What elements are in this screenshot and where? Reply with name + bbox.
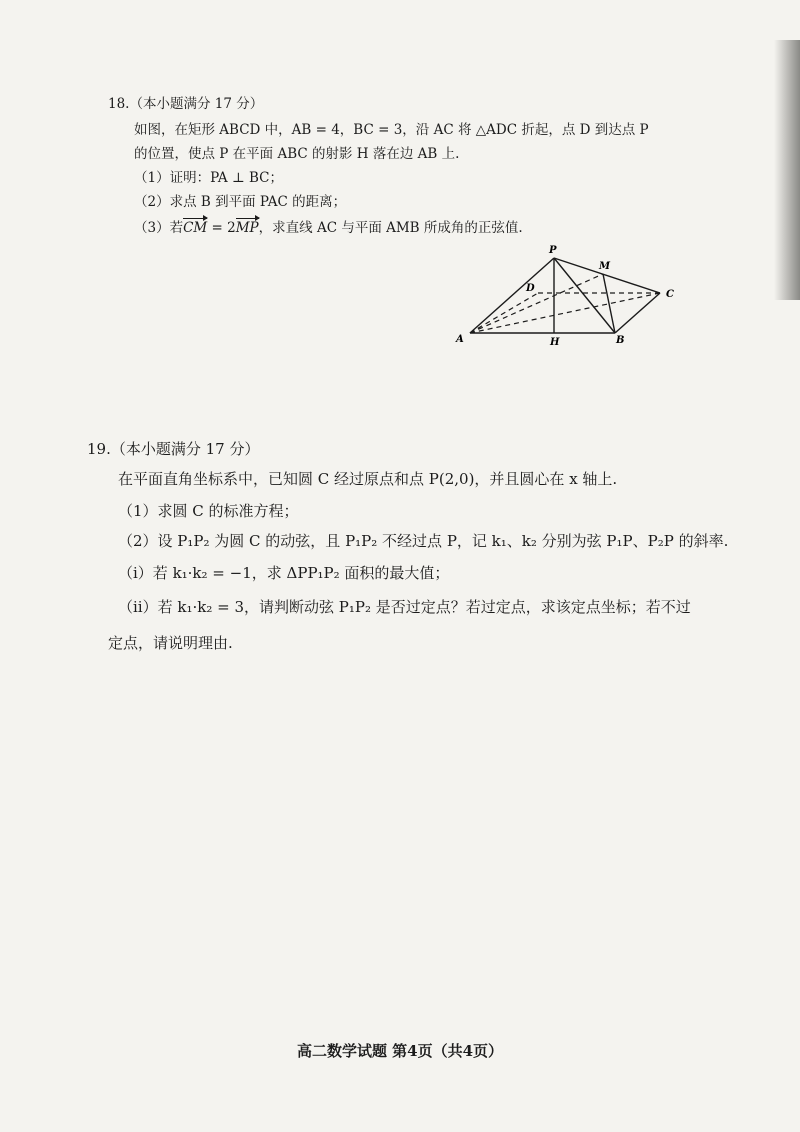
edge-mb — [603, 274, 615, 333]
edge-ap — [470, 258, 554, 333]
edge-am — [470, 274, 603, 333]
q18-part-1: （1）证明：PA ⊥ BC； — [134, 170, 283, 186]
label-h: H — [550, 337, 560, 348]
edge-ad — [470, 293, 538, 333]
label-d: D — [526, 283, 535, 294]
q19-part-1: （1）求圆 C 的标准方程； — [118, 502, 299, 520]
label-a: A — [456, 334, 464, 345]
edge-ac — [470, 293, 660, 333]
q18-part-3-suffix: ，求直线 AC 与平面 AMB 所成角的正弦值. — [258, 220, 523, 236]
q19-header: 19.（本小题满分 17 分） — [87, 440, 260, 458]
page-edge-shadow — [774, 40, 800, 300]
q19-line-1: 在平面直角坐标系中，已知圆 C 经过原点和点 P(2,0)，并且圆心在 x 轴上. — [118, 470, 618, 488]
label-b: B — [616, 335, 625, 346]
folded-rectangle-figure — [450, 238, 690, 348]
vector-cm: CM — [183, 220, 208, 236]
q18-line-2: 的位置，使点 P 在平面 ABC 的射影 H 落在边 AB 上. — [134, 146, 460, 162]
q18-line-1: 如图，在矩形 ABCD 中，AB = 4，BC = 3，沿 AC 将 △ADC 折起，点 D 到达点 P — [134, 122, 649, 138]
edge-bc — [615, 293, 660, 333]
label-c: C — [666, 289, 674, 300]
q19-part-2-ii: （ⅱ）若 k₁·k₂ = 3，请判断动弦 P₁P₂ 是否过定点？若过定点，求该定点坐标；若不过 — [118, 598, 691, 616]
q19-part-2: （2）设 P₁P₂ 为圆 C 的动弦，且 P₁P₂ 不经过点 P，记 k₁、k₂ 分别为弦 P₁P、P₂P 的斜率. — [118, 532, 729, 550]
q18-part-3 — [134, 216, 523, 236]
label-m: M — [599, 261, 611, 272]
q19-part-2-ii-cont: 定点，请说明理由. — [108, 634, 233, 652]
q18-part-2: （2）求点 B 到平面 PAC 的距离； — [134, 194, 347, 210]
q18-header: 18.（本小题满分 17 分） — [108, 96, 264, 112]
q18-part-3-prefix: （3）若 — [134, 220, 184, 236]
vector-mp: MP — [235, 220, 259, 236]
q18-part-3-eq: = 2 — [207, 220, 236, 236]
page-footer: 高二数学试题 第4页（共4页） — [296, 1042, 504, 1060]
label-p: P — [549, 245, 557, 256]
q19-part-2-i: （ⅰ）若 k₁·k₂ = −1，求 ΔPP₁P₂ 面积的最大值； — [118, 564, 450, 582]
